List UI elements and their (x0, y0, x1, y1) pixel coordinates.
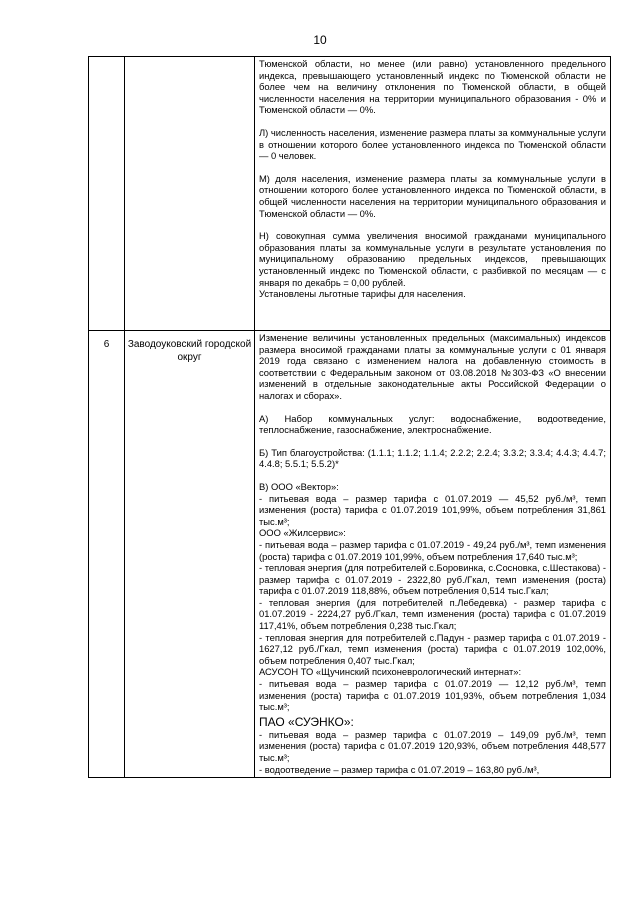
paragraph: АСУСОН ТО «Щучинский психоневрологический интернат»: (259, 666, 522, 678)
paragraph: Изменение величины установленных предельных (максимальных) индексов размера вносимой гражданами платы за коммунальные услуги с 01 января 2019 года связано с изменением налога на добавленную стоимость в соответствии с Федеральным законом от 03.08.2018 №303-ФЗ «О внесении изменений в отдельные законодательные акты Российской Федерации о налогах и сборах». (259, 332, 606, 401)
page-number: 10 (313, 33, 327, 47)
paragraph: ООО «Жилсервис»: (259, 527, 346, 539)
paragraph: - питьевая вода – размер тарифа с 01.07.2019 - 49,24 руб./м³, темп изменения (роста) тарифа с 01.07.2019 101,99%, объем потребления 17,640 тыс.м³; (259, 538, 606, 562)
paragraph: - тепловая энергия для потребителей с.Падун - размер тарифа с 01.07.2019 - 1627,12 руб./Гкал, темп изменения (роста) тарифа с 01.07.2019 102,00%, объем потребления 0,407 тыс.Гкал; (259, 631, 606, 666)
paragraph: Н) совокупная сумма увеличения вносимой гражданами муниципального образования платы за коммунальные услуги в результате установления по муниципальному образованию предельных индексов, превышающих установленный индекс по Тюменской области, с разбивкой по месяцам — с января по декабрь = 0,00 рублей. (259, 230, 606, 288)
tariff-table (88, 56, 611, 778)
paragraph: М) доля населения, изменение размера платы за коммунальные услуги в отношении которого более установленного индекса по Тюменской области, в общей численности населения на территории муниципального образования и Тюменской области — 0%. (259, 172, 606, 219)
paragraph: - питьевая вода – размер тарифа с 01.07.2019 – 149,09 руб./м³, темп изменения (роста) тарифа с 01.07.2019 120,93%, объем потребления 448,577 тыс.м³; (259, 728, 606, 763)
paragraph: Установлены льготные тарифы для населения. (259, 288, 466, 300)
paragraph: Тюменской области, но менее (или равно) установленного предельного индекса, превышающего установленный индекс по Тюменской области не более чем на величину отклонения по Тюменской области, в общей численности населения на территории муниципального образования - 0% и Тюменской области — 0%. (259, 58, 606, 116)
description-cell (255, 331, 611, 778)
row-number-cell: 6 (89, 331, 125, 778)
paragraph: - питьевая вода – размер тарифа с 01.07.2019 — 45,52 руб./м³, темп изменения (роста) тарифа с 01.07.2019 101,99%, объем потребления 31,861 тыс.м³; (259, 492, 606, 527)
paragraph: - питьевая вода – размер тарифа с 01.07.2019 — 12,12 руб./м³, темп изменения (роста) тарифа с 01.07.2019 101,93%, объем потребления 1,034 тыс.м³; (259, 678, 606, 713)
paragraph: ПАО «СУЭНКО»: (259, 714, 354, 729)
paragraph: - тепловая энергия (для потребителей п.Лебедевка) - размер тарифа с 01.07.2019 - 2224,27 руб./Гкал, темп изменения (роста) тарифа с 01.07.2019 117,41%, объем потребления 0,238 тыс.Гкал; (259, 596, 606, 632)
table-row (89, 57, 611, 331)
paragraph: - водоотведение – размер тарифа с 01.07.2019 – 163,80 руб./м³, (259, 763, 540, 775)
paragraph: Л) численность населения, изменение размера платы за коммунальные услуги в отношении которого более установленного индекса по Тюменской области — 0 человек. (259, 126, 606, 162)
paragraph: В) ООО «Вектор»: (259, 480, 339, 492)
municipality-cell (125, 57, 255, 331)
municipality-cell: Заводоуковский городской округ (125, 331, 255, 778)
description-cell (255, 57, 611, 331)
table-row (89, 331, 611, 778)
paragraph: А) Набор коммунальных услуг: водоснабжение, водоотведение, теплоснабжение, газоснабжение, электроснабжение. (259, 412, 606, 436)
paragraph: Б) Тип благоустройства: (1.1.1; 1.1.2; 1.1.4; 2.2.2; 2.2.4; 3.3.2; 3.3.4; 4.4.3; 4.4.7; 4.4.8; 5.5.1; 5.5.2)* (259, 446, 606, 470)
row-number-cell (89, 57, 125, 331)
paragraph: - тепловая энергия (для потребителей с.Боровинка, с.Сосновка, с.Шестакова) - размер тарифа с 01.07.2019 - 2322,80 руб./Гкал, темп изменения (роста) тарифа с 01.07.2019 118,88%, объем потребления 0,514 тыс.Гкал; (259, 562, 606, 597)
